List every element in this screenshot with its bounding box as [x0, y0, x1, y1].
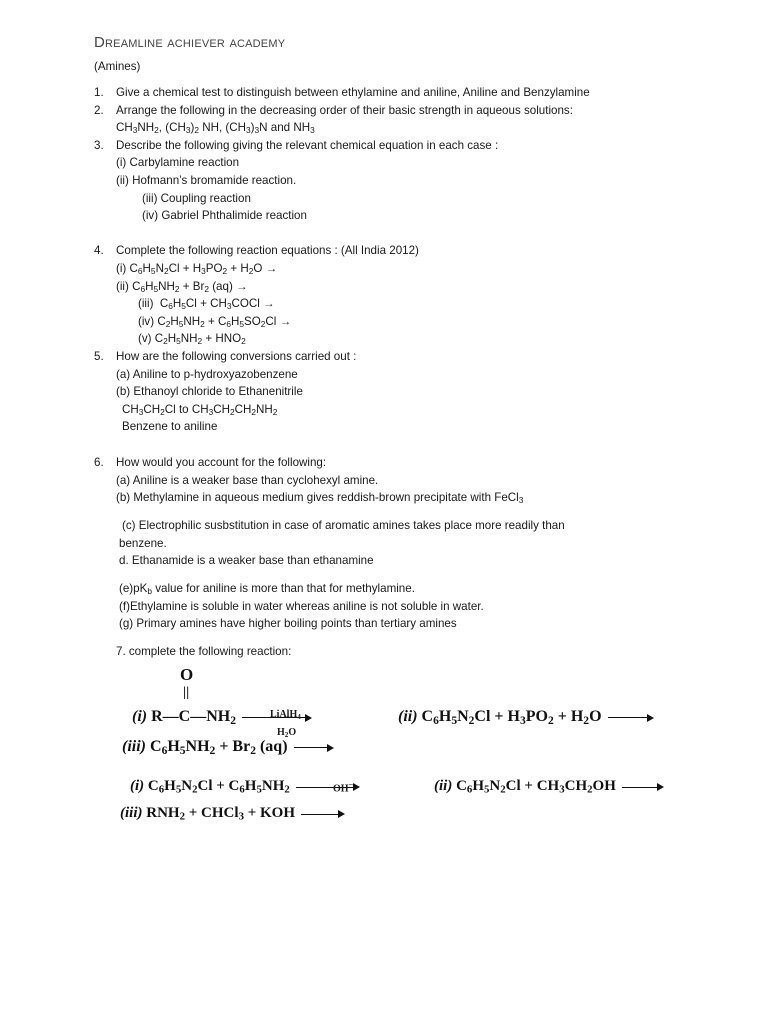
questions-block — [94, 84, 734, 436]
q4-eq-ii: (ii) $C_6H_5NH_2 + Br_2$ (aq) → — [116, 279, 248, 294]
topic-label: (Amines) — [94, 60, 141, 73]
question-7: 7. complete the following reaction: — [116, 645, 292, 658]
reagent-oh: OH− — [333, 780, 354, 795]
reaction-7-i: (i) $R—C—NH_2$ — [132, 708, 312, 726]
q5-item-d: Benzene to aniline — [122, 420, 218, 434]
q4-eq-i: (i) $C_6H_5N_2Cl + H_3PO_2 + H_2O$ → — [116, 261, 278, 277]
question-6-cont2 — [94, 580, 734, 633]
q6-item-c-line1: (c) Electrophilic susbstitution in case of aromatic amines takes place more readily than — [122, 519, 565, 532]
q6-item-d: d. Ethanamide is a weaker base than ethanamine — [119, 554, 374, 568]
question-3: 3. Describe the following giving the relevant chemical equation in each case : — [94, 138, 499, 152]
question-5: 5. How are the following conversions carried out : — [94, 349, 357, 363]
reagent-lialh4: LiAlH$_4$ — [270, 709, 301, 721]
reaction-7-vi: (iii) $RNH_2$ + CHCl$_3$ + KOH — [120, 805, 345, 823]
academy-header: Dreamline achiever academy — [94, 34, 286, 51]
q3-item-i: (i) Carbylamine reaction — [116, 156, 240, 170]
q6-item-f: (f)Ethylamine is soluble in water whereas aniline is not soluble in water. — [119, 599, 484, 613]
q6-item-a: (a) Aniline is a weaker base than cyclohexyl amine. — [116, 473, 379, 487]
q2-compounds: $CH_3NH_2$, $(CH_3)_2$ NH, $(CH_3)_3N$ and $NH_3$ — [116, 121, 315, 136]
q4-eq-iv: (iv) $C_2H_5NH_2 + C_6H_5SO_2Cl$ → — [138, 314, 292, 329]
reagent-h2o: $H_2O$ — [277, 727, 297, 739]
double-bond: || — [183, 685, 190, 700]
q3-item-ii: (ii) Hofmann’s bromamide reaction. — [116, 173, 297, 187]
q4-eq-v: (v) $C_2H_5NH_2 + HNO_2$ — [138, 332, 246, 347]
q6-item-e: $(e)pK_b$ value for aniline is more than that for methylamine. — [119, 582, 415, 597]
question-4: 4. Complete the following reaction equations : (All India 2012) — [94, 244, 419, 258]
q5-item-a: (a) Aniline to p-hydroxyazobenzene — [116, 367, 298, 381]
reaction-7-iii: (iii) $C_6H_5NH_2 + Br_2$ (aq) — [122, 738, 334, 756]
carbonyl-oxygen: O — [180, 665, 194, 684]
reaction-7-v: (ii) $C_6H_5N_2Cl + CH_3CH_2OH$ — [434, 778, 664, 796]
question-6-block — [94, 454, 734, 507]
question-6-cont — [94, 517, 734, 570]
q6-item-g: (g) Primary amines have higher boiling points than tertiary amines — [119, 617, 457, 631]
q4-eq-iii: (iii) $C_6H_5Cl$ + $CH_3COCl$ → — [138, 297, 275, 312]
q6-item-c-line2: benzene. — [119, 536, 167, 550]
q5-item-c: $CH_3CH_2Cl$ to $CH_3CH_2CH_2NH_2$ — [122, 402, 278, 417]
q3-item-iv: (iv) Gabriel Phthalimide reaction — [142, 209, 307, 223]
q5-item-b: (b) Ethanoyl chloride to Ethanenitrile — [116, 385, 303, 399]
q3-item-iii: (iii) Coupling reaction — [142, 191, 251, 205]
reaction-7-ii: (ii) $C_6H_5N_2Cl + H_3PO_2 + H_2O$ — [398, 708, 654, 726]
question-1: 1. Give a chemical test to distinguish between ethylamine and aniline, Aniline and Benzylamine — [94, 86, 590, 99]
q6-item-b: (b) Methylamine in aqueous medium gives reddish-brown precipitate with FeCl$_3$ — [116, 491, 524, 506]
question-2: 2. Arrange the following in the decreasing order of their basic strength in aqueous solutions: — [94, 103, 573, 117]
question-6: 6. How would you account for the following: — [94, 456, 327, 469]
reaction-7-iv: (i) $C_6H_5N_2Cl + C_6H_5NH_2$ — [130, 778, 360, 796]
